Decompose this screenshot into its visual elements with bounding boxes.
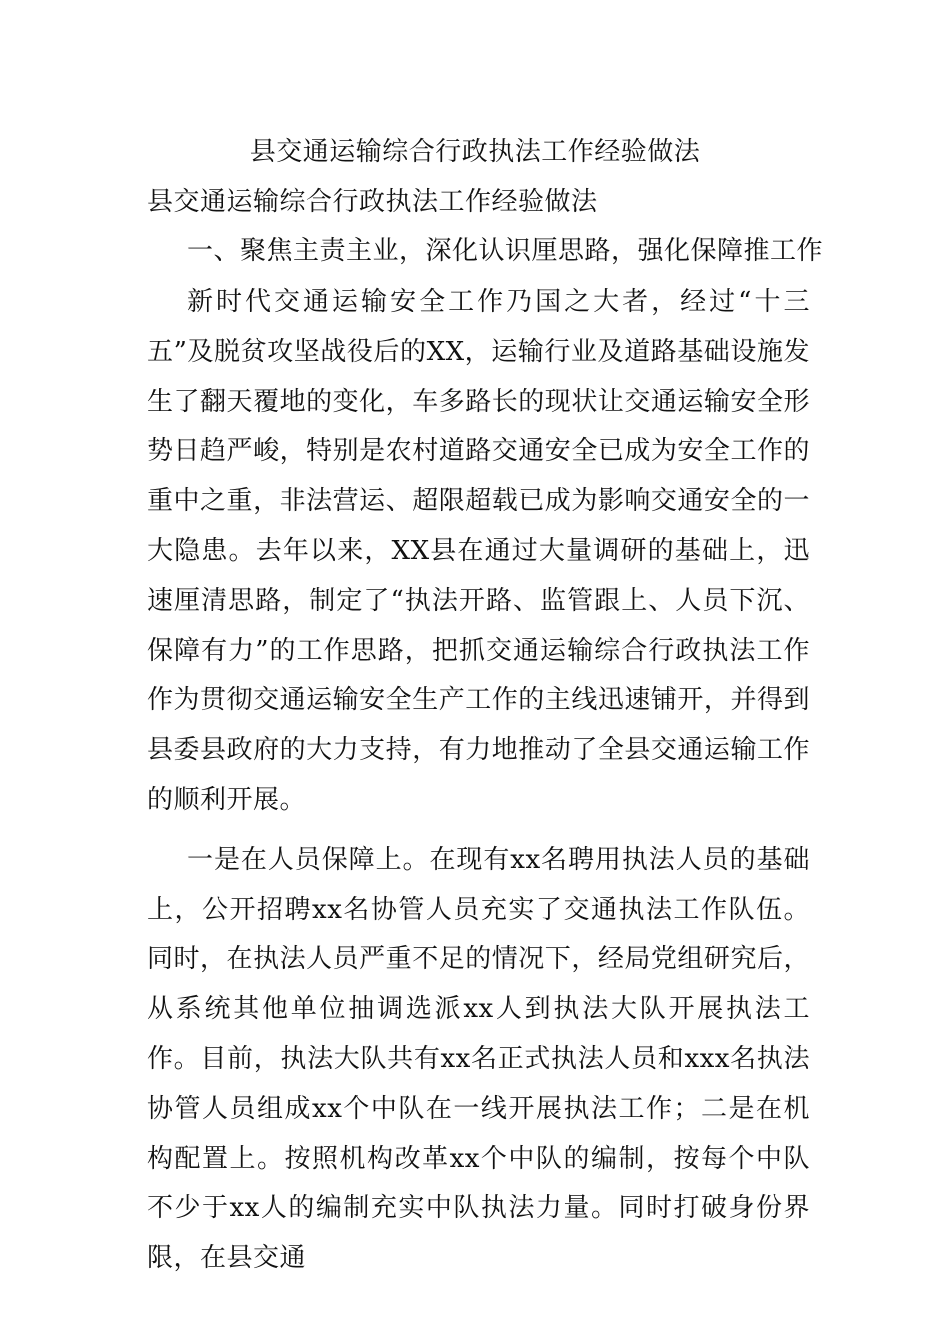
paragraph: 一是在人员保障上。在现有xx名聘用执法人员的基础上，公开招聘xx名协管人员充实了交通执法工作队伍。同时，在执法人员严重不足的情况下，经局党组研究后，从系统其他单位抽调选派xx人到执法大队开展执法工作。目前，执法大队共有xx名正式执法人员和xxx名执法协管人员组成xx个中队在一线开展执法工作；二是在机构配置上。按照机构改革xx个中队的编制，按每个中队不少于xx人的编制充实中队执法力量。同时打破身份界限，在县交通 [147,844,810,1274]
document-title: 县交通运输综合行政执法工作经验做法 [249,137,701,167]
paragraph: 新时代交通运输安全工作乃国之大者，经过“十三五”及脱贫攻坚战役后的XX，运输行业及道路基础设施发生了翻天覆地的变化，车多路长的现状让交通运输安全形势日趋严峻，特别是农村道路交通安全已成为安全工作的重中之重，非法营运、超限超载已成为影响交通安全的一大隐患。去年以来，XX县在通过大量调研的基础上，迅速厘清思路，制定了“执法开路、监管跟上、人员下沉、保障有力”的工作思路，把抓交通运输综合行政执法工作作为贯彻交通运输安全生产工作的主线迅速铺开，并得到县委县政府的大力支持，有力地推动了全县交通运输工作的顺利开展。 [147,287,810,815]
document-body [147,278,810,1284]
section-heading: 一、聚焦主责主业，深化认识厘思路，强化保障推工作 [187,236,824,266]
document-subtitle: 县交通运输综合行政执法工作经验做法 [147,187,598,217]
